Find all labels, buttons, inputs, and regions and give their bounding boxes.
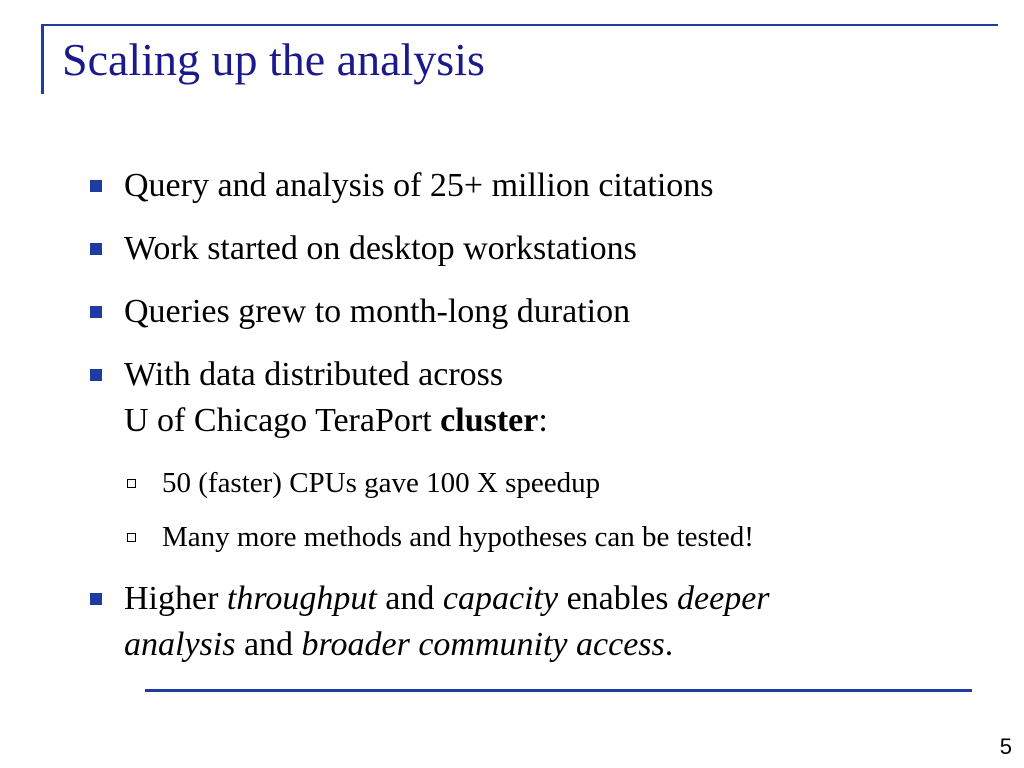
title-top-rule <box>41 24 998 26</box>
sub-bullet-text: Many more methods and hypotheses can be tested! <box>162 521 754 553</box>
bullet-text: Work started on desktop workstations <box>124 230 637 267</box>
bullet-text-italic: broader community access <box>301 626 665 663</box>
bullet-text-italic: deeper <box>677 580 770 617</box>
page-number: 5 <box>999 734 1012 759</box>
square-bullet-icon <box>90 243 102 255</box>
square-bullet-icon <box>90 306 102 318</box>
square-bullet-icon <box>90 180 102 192</box>
square-bullet-icon <box>90 369 102 381</box>
bullet-text <box>124 352 548 444</box>
bullet-text-italic: capacity <box>442 580 559 617</box>
bullet-text: Query and analysis of 25+ million citations <box>124 167 714 204</box>
bullet-text-line: With data distributed across <box>124 356 504 393</box>
bullet-text-bold: cluster <box>440 402 539 439</box>
slide-title: Scaling up the analysis <box>62 34 485 85</box>
sub-bullet-text: 50 (faster) CPUs gave 100 X speedup <box>162 467 601 499</box>
bullet-text: Queries grew to month-long duration <box>124 293 631 330</box>
bullet-text-part: . <box>664 626 674 663</box>
hollow-square-bullet-icon <box>127 479 136 488</box>
square-bullet-icon <box>90 593 102 605</box>
title-left-rule <box>41 24 44 94</box>
hollow-square-bullet-icon <box>127 533 136 542</box>
bullet-text-part: and <box>235 626 302 663</box>
bullet-text-part: Higher <box>124 580 227 617</box>
bullet-text-italic: analysis <box>124 626 236 663</box>
bullet-text-suffix: : <box>538 402 548 439</box>
footer-rule <box>145 689 972 692</box>
bullet-text <box>124 576 770 668</box>
bullet-text-part: enables <box>558 580 678 617</box>
bullet-text-italic: throughput <box>226 580 377 617</box>
bullet-text-prefix: U of Chicago TeraPort <box>124 402 441 439</box>
bullet-text-part: and <box>376 580 443 617</box>
